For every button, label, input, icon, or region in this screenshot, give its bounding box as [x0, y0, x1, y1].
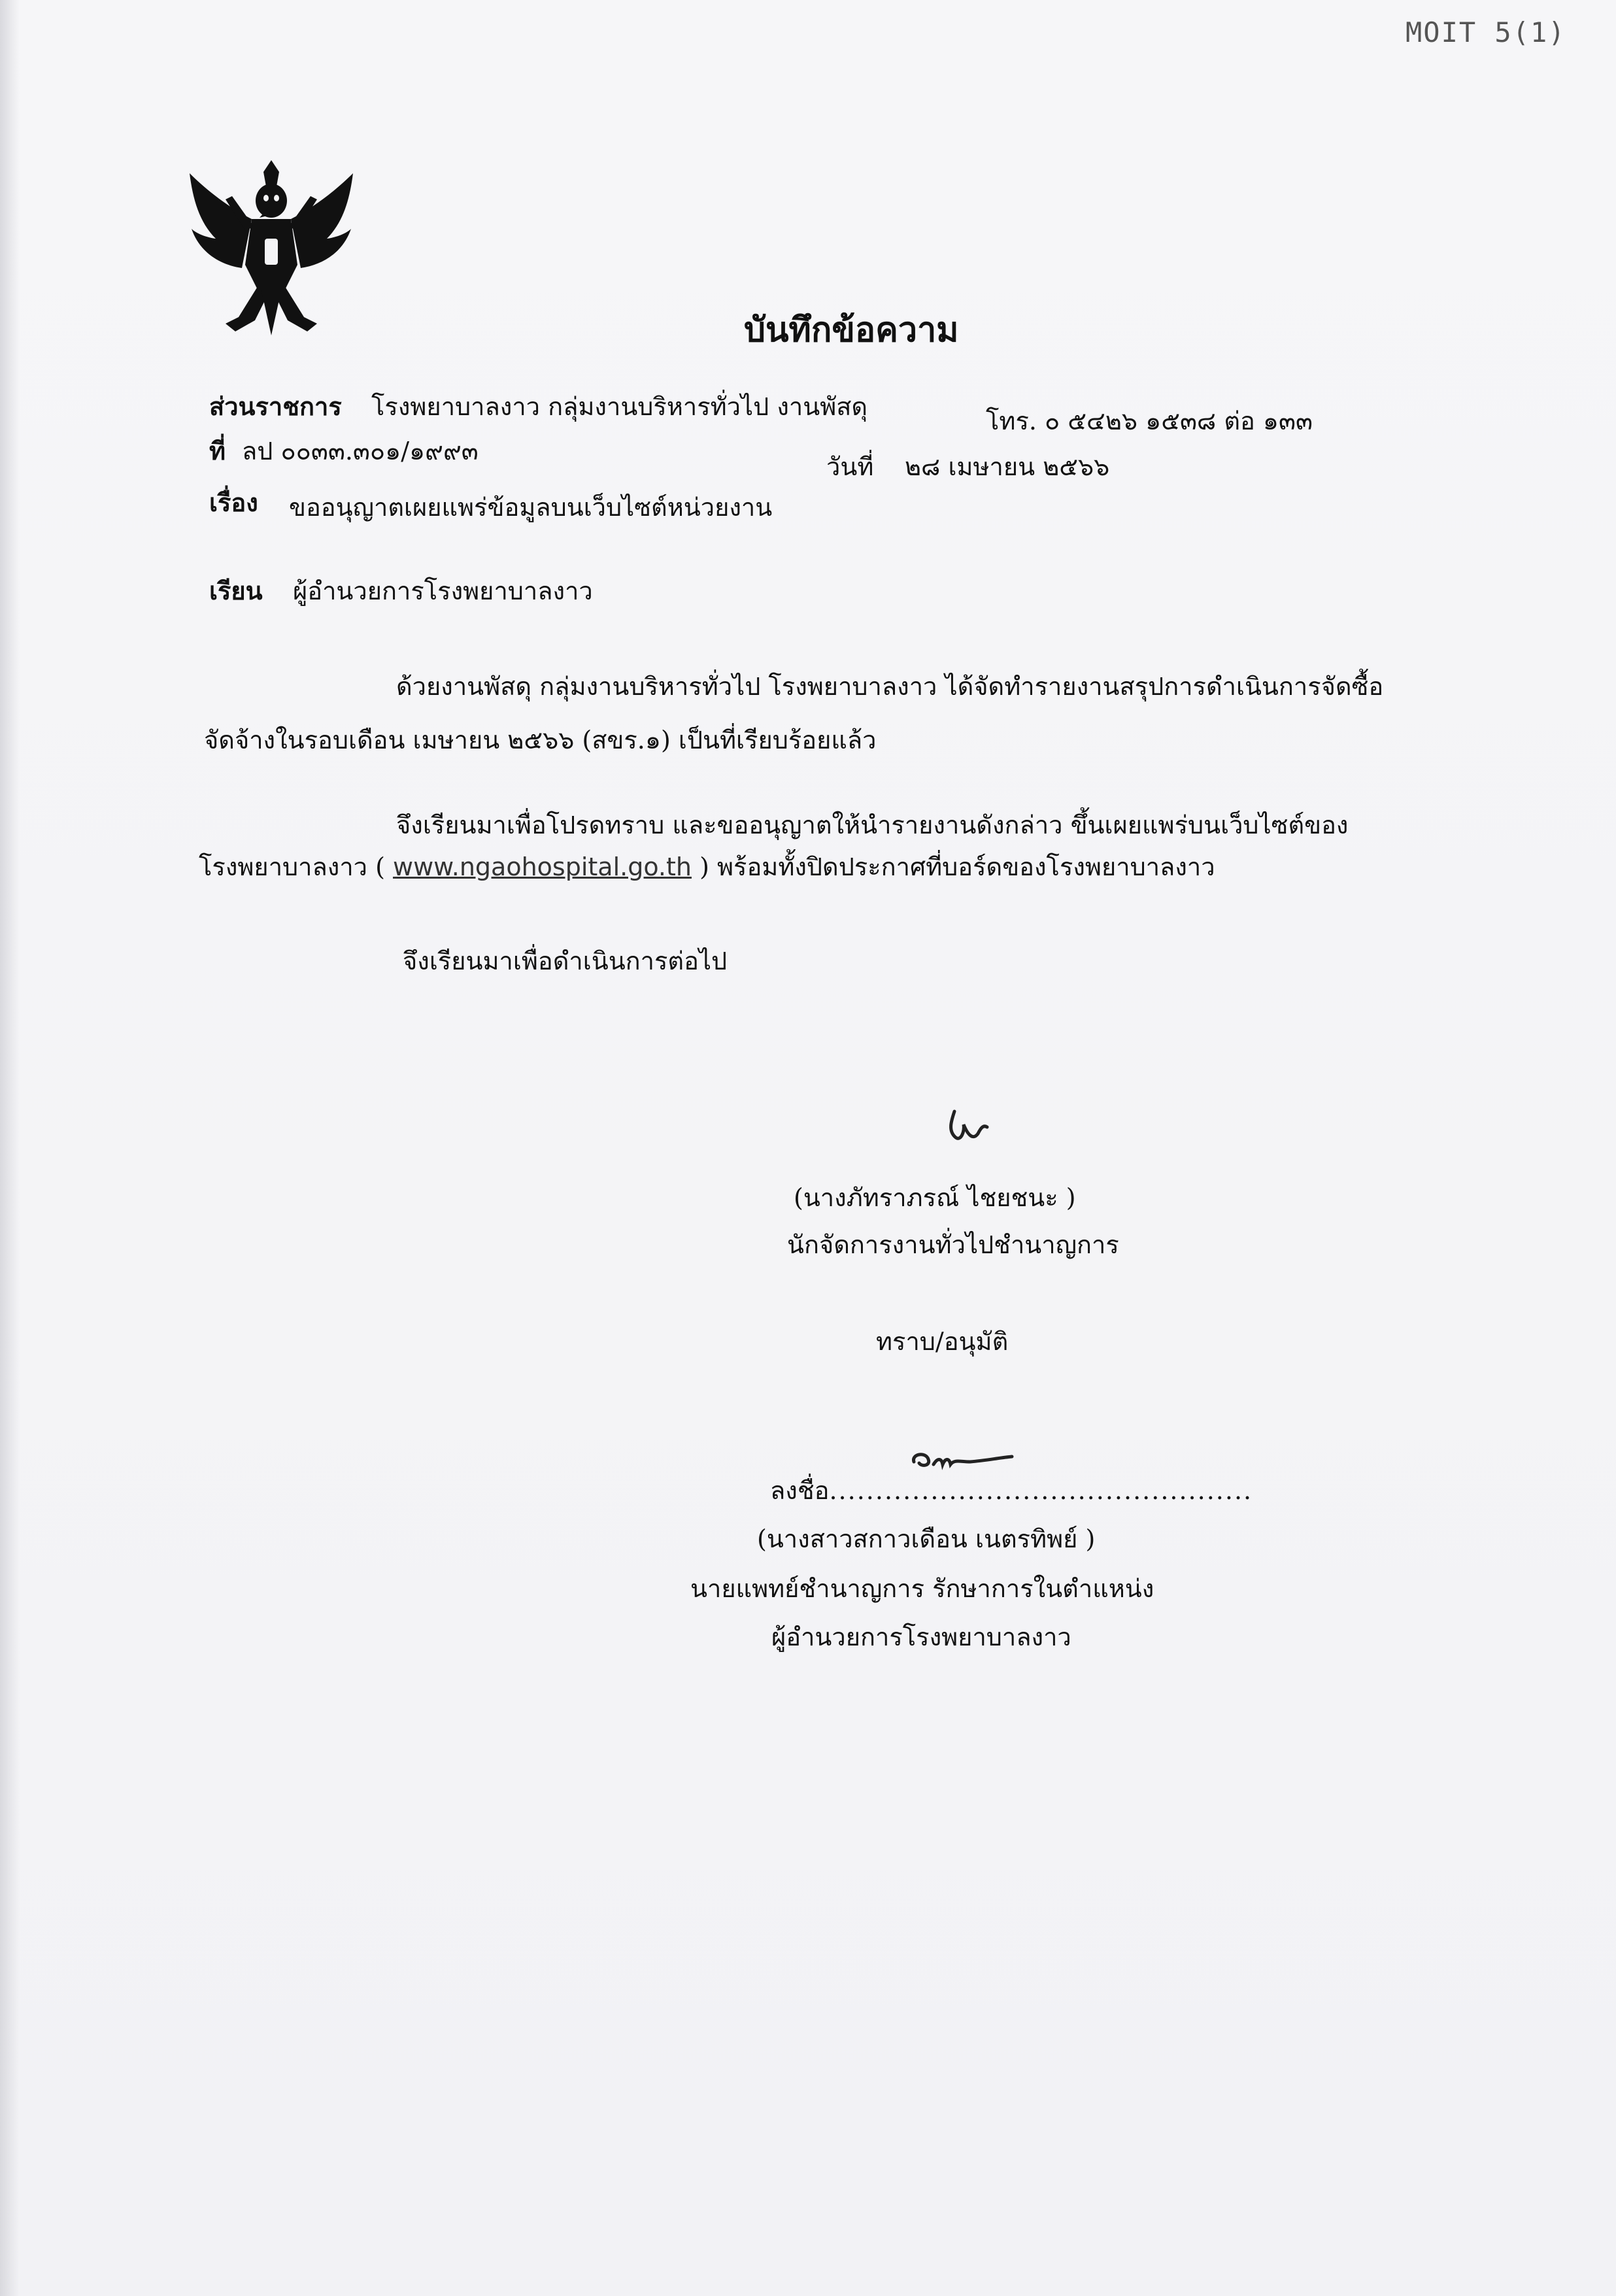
signer-2-name: (นางสาวสกาวเดือน เนตรทิพย์ ) — [757, 1525, 1096, 1553]
garuda-emblem-icon — [186, 160, 356, 337]
sign-label: ลงชื่อ — [770, 1476, 830, 1505]
signer-2-sign-line — [770, 1475, 1253, 1506]
to-label: เรียน — [209, 576, 263, 605]
agency-label: ส่วนราชการ — [209, 392, 342, 421]
paragraph-2-line-2 — [199, 851, 1215, 883]
to-value: ผู้อำนวยการโรงพยาบาลงาว — [293, 577, 593, 605]
subject-label: เรื่อง — [209, 488, 258, 517]
phone-number: โทร. ๐ ๕๔๒๖ ๑๕๓๘ ต่อ ๑๓๓ — [986, 407, 1313, 435]
page-title: บันทึกข้อความ — [744, 310, 959, 350]
signature-1-mark — [941, 1105, 994, 1151]
paragraph-2-suffix: ) พร้อมทั้งปิดประกาศที่บอร์ดของโรงพยาบาลงาว — [699, 853, 1215, 881]
paragraph-3: จึงเรียนมาเพื่อดำเนินการต่อไป — [403, 947, 728, 975]
date-value: ๒๘ เมษายน ๒๕๖๖ — [905, 452, 1110, 481]
website-link[interactable]: www.ngaohospital.go.th — [393, 853, 692, 881]
paragraph-1-line-1: ด้วยงานพัสดุ กลุ่มงานบริหารทั่วไป โรงพยาบาลงาว ได้จัดทำรายงานสรุปการดำเนินการจัดซื้อ — [396, 672, 1384, 701]
signer-2-position-2: ผู้อำนวยการโรงพยาบาลงาว — [771, 1623, 1071, 1651]
signer-2-position-1: นายแพทย์ชำนาญการ รักษาการในตำแหน่ง — [690, 1574, 1154, 1603]
paragraph-1-line-2: จัดจ้างในรอบเดือน เมษายน ๒๕๖๖ (สขร.๑) เป็นที่เรียบร้อยแล้ว — [204, 726, 877, 754]
sign-dots: .............................................. — [829, 1476, 1253, 1505]
paragraph-2-line-1: จึงเรียนมาเพื่อโปรดทราบ และขออนุญาตให้นำรายงานดังกล่าว ขึ้นเผยแพร่บนเว็บไซต์ของ — [396, 811, 1349, 839]
ref-label: ที่ — [209, 436, 226, 465]
scan-shadow — [0, 0, 20, 2296]
ref-value: ลป ๐๐๓๓.๓๐๑/๑๙๙๓ — [242, 437, 479, 465]
corner-note: MOIT 5(1) — [1406, 16, 1566, 48]
date-label: วันที่ — [826, 452, 874, 481]
subject-value: ขออนุญาตเผยแพร่ข้อมูลบนเว็บไซต์หน่วยงาน — [289, 493, 773, 522]
signer-1-name: (นางภัทราภรณ์ ไชยชนะ ) — [794, 1183, 1076, 1212]
signer-1-position: นักจัดการงานทั่วไปชำนาญการ — [787, 1230, 1119, 1259]
signature-2-mark — [907, 1445, 1018, 1477]
agency-value: โรงพยาบาลงาว กลุ่มงานบริหารทั่วไป งานพัสดุ — [371, 392, 868, 421]
approval-text: ทราบ/อนุมัติ — [876, 1327, 1009, 1356]
paragraph-2-prefix: โรงพยาบาลงาว ( — [199, 853, 385, 881]
